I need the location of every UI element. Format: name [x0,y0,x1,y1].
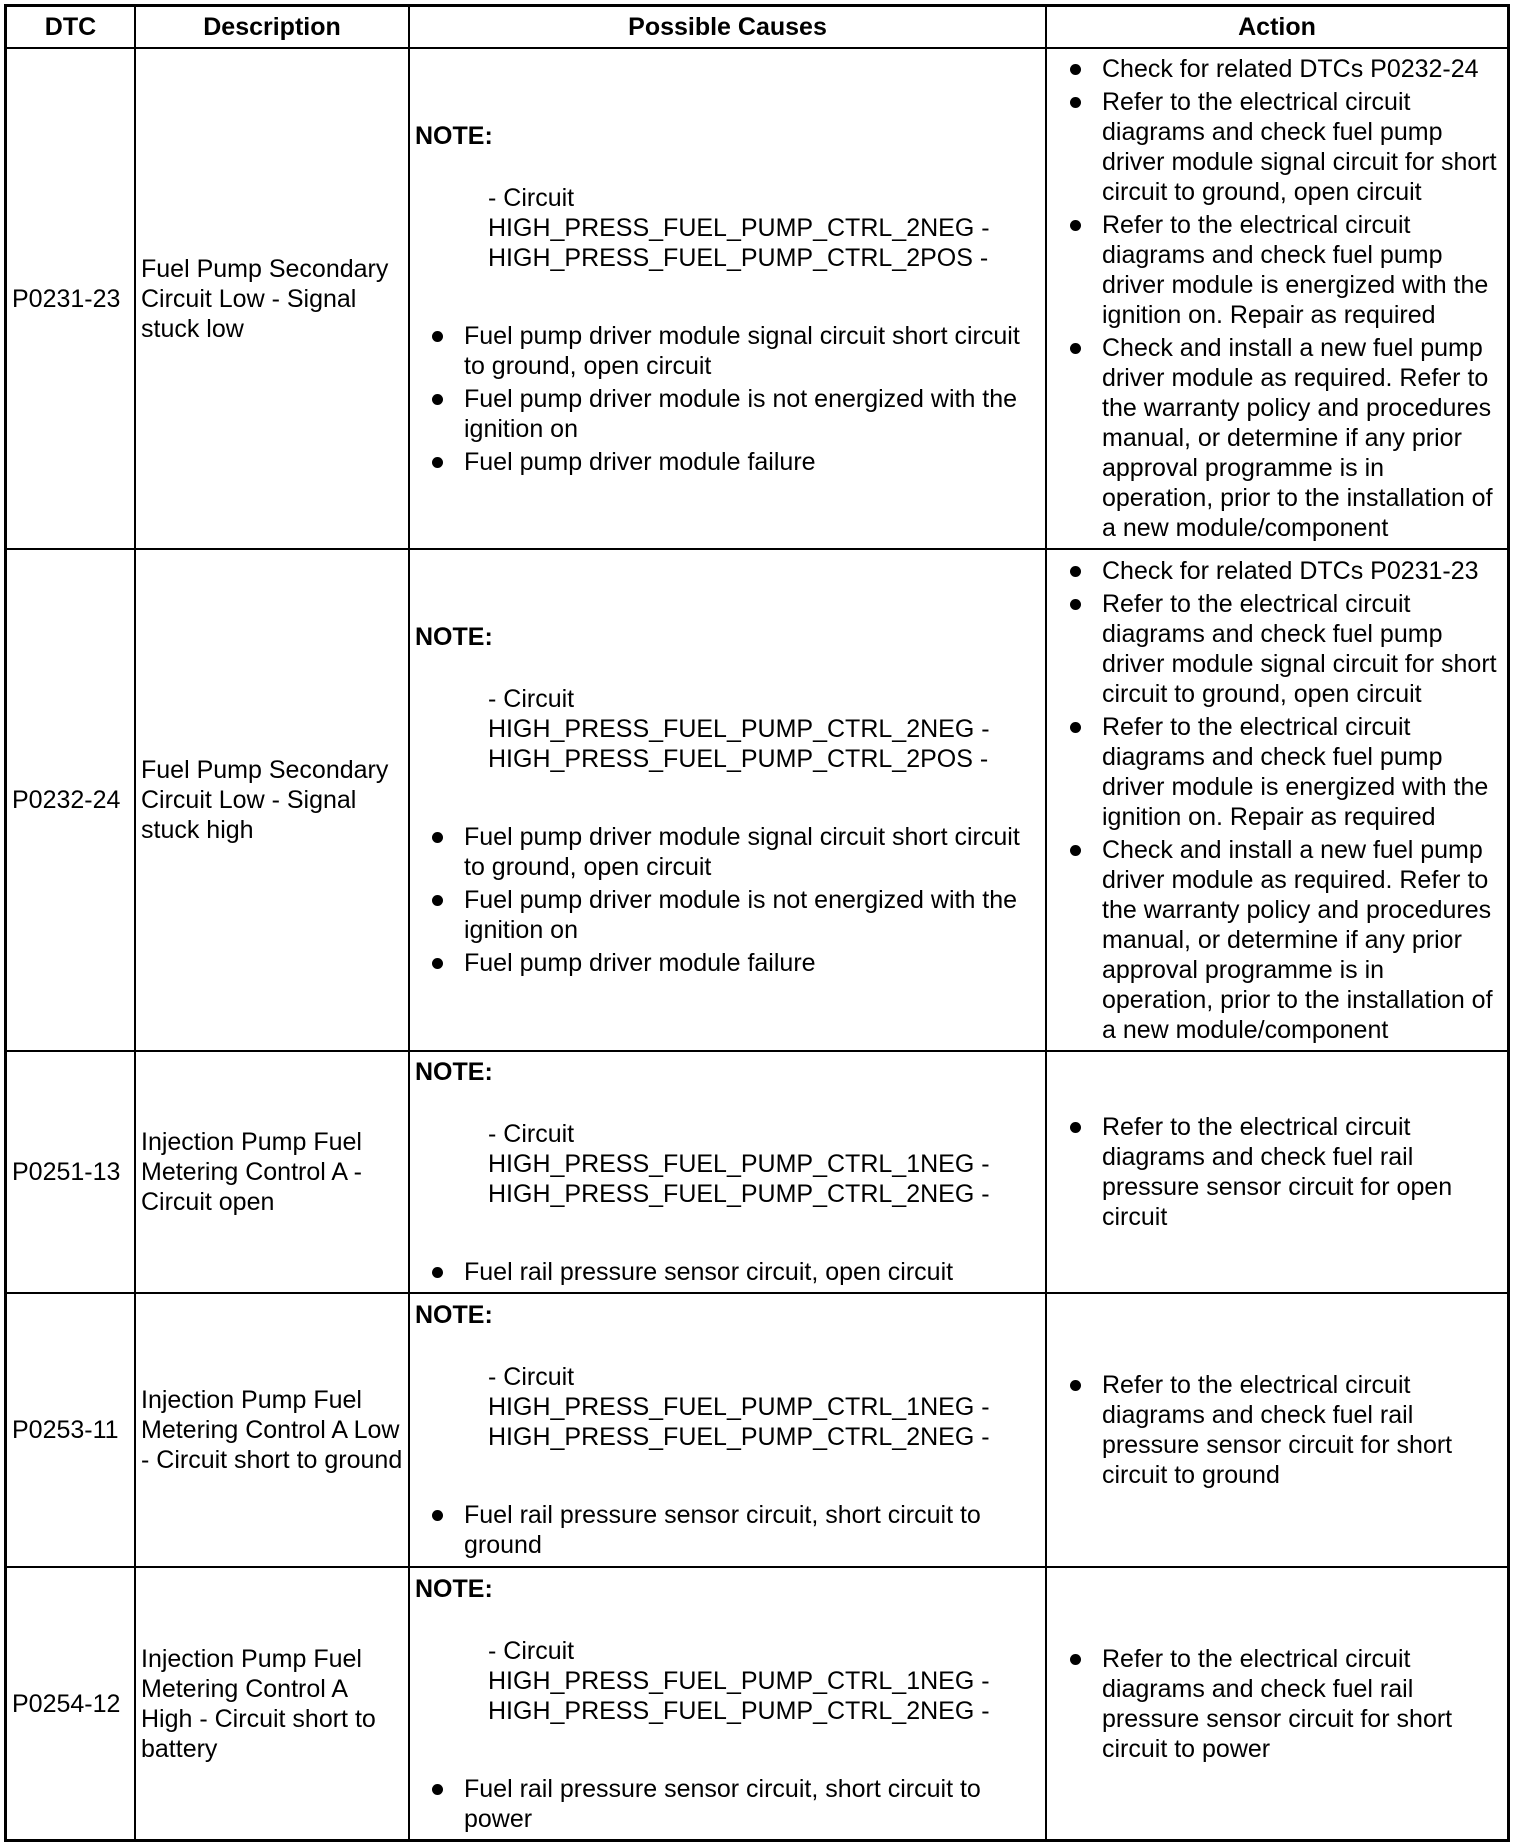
bullet-icon [1070,1654,1081,1665]
possible-causes-cell [410,1052,1045,1292]
bullet-icon [1070,1380,1081,1391]
cause-item [415,1500,1045,1560]
cause-text: Fuel pump driver module is not energized with the ignition on [464,886,1018,944]
note-circuit-list: - Circuit HIGH_PRESS_FUEL_PUMP_CTRL_1NEG - HIGH_PRESS_FUEL_PUMP_CTRL_2NEG - [488,1636,990,1725]
bullet-icon [432,457,443,468]
action-list [1053,556,1507,1045]
dtc-cell [7,1052,134,1292]
description-text: Injection Pump Fuel Metering Control A Low - Circuit short to ground [141,1386,403,1474]
bullet-icon [432,1784,443,1795]
action-text: Check and install a new fuel pump driver module as required. Refer to the warranty policy and procedures manual, or determine if any prior approval programme is in operation, prior to the installation of a new module/component [1102,835,1493,1044]
dtc-code: P0231-23 [12,284,121,313]
action-item [1053,556,1507,586]
dtc-code: P0251-13 [12,1158,121,1186]
cause-item [415,885,1045,945]
possible-causes-cell [410,1294,1045,1566]
note-label: NOTE: [415,1301,493,1329]
possible-causes-list [415,1500,1045,1560]
description-text: Fuel Pump Secondary Circuit Low - Signal stuck low [141,254,389,343]
action-text: Check for related DTCs P0232-24 [1102,55,1479,83]
cause-item [415,1257,1045,1287]
action-item [1053,333,1507,543]
bullet-icon [1070,566,1081,577]
description-cell [136,1052,408,1292]
note-circuit-list: - Circuit HIGH_PRESS_FUEL_PUMP_CTRL_1NEG - HIGH_PRESS_FUEL_PUMP_CTRL_2NEG - [488,1120,990,1208]
bullet-icon [1070,1122,1081,1133]
header-dtc: DTC [7,7,134,47]
description-text: Injection Pump Fuel Metering Control A - Circuit open [141,1128,362,1216]
bullet-icon [1070,845,1081,856]
action-text: Check for related DTCs P0231-23 [1102,556,1479,585]
action-text: Check and install a new fuel pump driver module as required. Refer to the warranty policy and procedures manual, or determine if any prior approval programme is in operation, prior to the installation of a new module/component [1102,334,1493,542]
cause-text: Fuel rail pressure sensor circuit, short circuit to ground [464,1501,981,1559]
action-item [1053,712,1507,832]
bullet-icon [432,895,443,906]
action-text: Refer to the electrical circuit diagrams and check fuel rail pressure sensor circuit for open circuit [1102,1113,1453,1231]
dtc-cell [7,49,134,548]
action-text: Refer to the electrical circuit diagrams and check fuel pump driver module is energized with the ignition on. Repair as required [1102,211,1489,329]
cause-item [415,948,1045,978]
cause-item [415,384,1045,444]
header-possible-causes: Possible Causes [410,7,1045,47]
cause-text: Fuel pump driver module signal circuit short circuit to ground, open circuit [464,823,1020,881]
cause-text: Fuel rail pressure sensor circuit, short circuit to power [464,1774,981,1833]
bullet-icon [1070,97,1081,108]
action-cell [1047,550,1507,1050]
action-item [1053,1370,1507,1490]
bullet-icon [432,331,443,342]
action-item [1053,1112,1507,1232]
header-action: Action [1047,7,1507,47]
cause-text: Fuel pump driver module failure [464,447,816,476]
action-text: Refer to the electrical circuit diagrams and check fuel pump driver module signal circuit for short circuit to ground, open circuit [1102,88,1497,206]
possible-causes-list [415,321,1045,477]
dtc-code: P0254-12 [12,1689,121,1718]
bullet-icon [1070,64,1081,75]
description-text: Injection Pump Fuel Metering Control A High - Circuit short to battery [141,1644,376,1763]
note-label: NOTE: [415,623,493,651]
dtc-cell [7,550,134,1050]
action-text: Refer to the electrical circuit diagrams and check fuel pump driver module is energized with the ignition on. Repair as required [1102,712,1489,831]
description-cell [136,1568,408,1839]
action-list [1053,1370,1507,1490]
possible-causes-list [415,1257,1045,1287]
action-cell [1047,49,1507,548]
description-cell [136,550,408,1050]
cause-text: Fuel rail pressure sensor circuit, open circuit [464,1258,954,1286]
cause-item [415,321,1045,381]
note-label: NOTE: [415,1574,493,1603]
bullet-icon [432,958,443,969]
bullet-icon [432,832,443,843]
action-item [1053,835,1507,1045]
action-item [1053,87,1507,207]
description-cell [136,49,408,548]
bullet-icon [1070,599,1081,610]
possible-causes-cell [410,49,1045,548]
possible-causes-cell [410,550,1045,1050]
bullet-icon [1070,722,1081,733]
description-cell [136,1294,408,1566]
note-label: NOTE: [415,121,493,150]
cause-text: Fuel pump driver module failure [464,949,816,977]
bullet-icon [1070,220,1081,231]
cause-text: Fuel pump driver module signal circuit short circuit to ground, open circuit [464,321,1020,380]
cause-item [415,822,1045,882]
note-circuit-list: - Circuit HIGH_PRESS_FUEL_PUMP_CTRL_2NEG - HIGH_PRESS_FUEL_PUMP_CTRL_2POS - [488,685,990,773]
note-circuit-list: - Circuit HIGH_PRESS_FUEL_PUMP_CTRL_1NEG - HIGH_PRESS_FUEL_PUMP_CTRL_2NEG - [488,1363,990,1451]
note-circuit-list: - Circuit HIGH_PRESS_FUEL_PUMP_CTRL_2NEG - HIGH_PRESS_FUEL_PUMP_CTRL_2POS - [488,183,990,272]
action-item [1053,210,1507,330]
dtc-code: P0253-11 [12,1416,119,1444]
description-text: Fuel Pump Secondary Circuit Low - Signal stuck high [141,756,389,844]
dtc-code: P0232-24 [12,786,121,814]
dtc-cell [7,1568,134,1839]
note-label: NOTE: [415,1058,493,1086]
bullet-icon [432,394,443,405]
bullet-icon [1070,343,1081,354]
action-list [1053,1112,1507,1232]
bullet-icon [432,1510,443,1521]
possible-causes-list [415,1774,1045,1834]
action-list [1053,54,1507,543]
possible-causes-cell [410,1568,1045,1839]
action-list [1053,1644,1507,1764]
possible-causes-list [415,822,1045,978]
cause-item [415,1774,1045,1834]
action-text: Refer to the electrical circuit diagrams and check fuel pump driver module signal circuit for short circuit to ground, open circuit [1102,589,1497,708]
action-cell [1047,1294,1507,1566]
action-item [1053,54,1507,84]
bullet-icon [432,1267,443,1278]
cause-item [415,447,1045,477]
action-item [1053,589,1507,709]
action-text: Refer to the electrical circuit diagrams and check fuel rail pressure sensor circuit for short circuit to power [1102,1644,1453,1763]
action-cell [1047,1568,1507,1839]
dtc-cell [7,1294,134,1566]
action-cell [1047,1052,1507,1292]
cause-text: Fuel pump driver module is not energized with the ignition on [464,384,1018,443]
action-item [1053,1644,1507,1764]
action-text: Refer to the electrical circuit diagrams and check fuel rail pressure sensor circuit for short circuit to ground [1102,1371,1453,1489]
header-description: Description [136,7,408,47]
dtc-table [4,4,1510,1842]
